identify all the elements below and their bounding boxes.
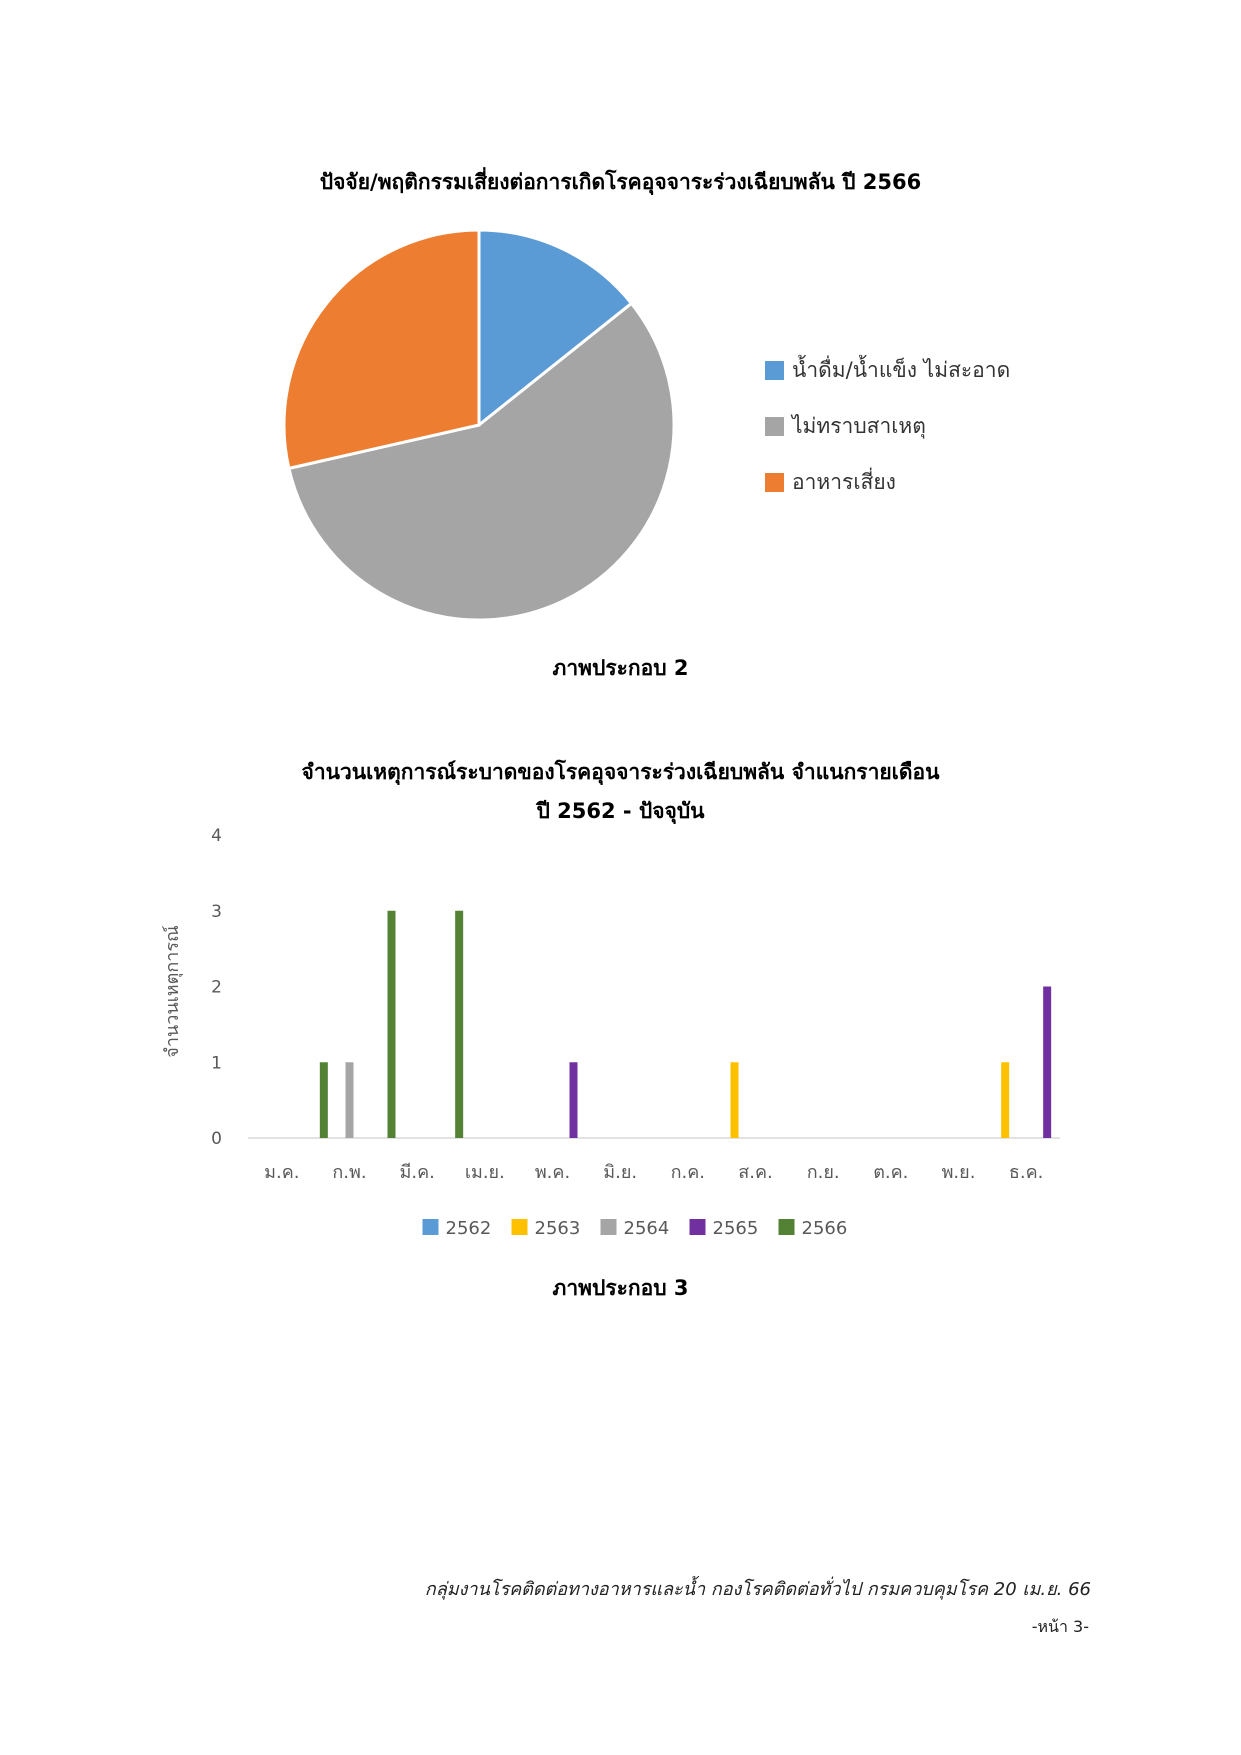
bar-2564	[346, 1062, 354, 1138]
x-tick-label: ต.ค.	[873, 1162, 909, 1183]
x-tick-label: ส.ค.	[738, 1162, 773, 1183]
pie-chart-title: ปัจจัย/พฤติกรรมเสี่ยงต่อการเกิดโรคอุจจาระร่วงเฉียบพลัน ปี 2566	[319, 170, 922, 194]
bar-legend-swatch	[512, 1219, 528, 1235]
page-number: -หน้า 3-	[1031, 1617, 1089, 1636]
bar-2565	[570, 1062, 578, 1138]
x-tick-label: ก.พ.	[332, 1162, 367, 1183]
x-tick-label: มี.ค.	[399, 1162, 435, 1183]
bar-chart-title-line1: จำนวนเหตุการณ์ระบาดของโรคอุจจาระร่วงเฉียบพลัน จำแนกรายเดือน	[301, 760, 940, 784]
x-tick-label: ก.ย.	[806, 1162, 840, 1183]
pie-chart	[0, 210, 1241, 670]
pie-legend-label: อาหารเสี่ยง	[792, 470, 896, 494]
bar-2563	[731, 1062, 739, 1138]
bar-chart	[0, 820, 1241, 1240]
x-tick-label: มิ.ย.	[603, 1162, 638, 1183]
pie-legend-swatch	[765, 473, 784, 492]
pie-legend-swatch	[765, 361, 784, 380]
x-tick-label: ก.ค.	[670, 1162, 706, 1183]
bar-legend-label: 2562	[445, 1218, 492, 1239]
pie-legend-swatch	[765, 417, 784, 436]
x-tick-label: พ.ค.	[534, 1162, 571, 1183]
pie-legend-label: น้ำดื่ม/น้ำแข็ง ไม่สะอาด	[792, 358, 1011, 382]
y-tick-label: 0	[211, 1129, 222, 1149]
y-tick-label: 2	[211, 977, 222, 998]
bar-2566	[320, 1062, 328, 1138]
bar-2565	[1043, 987, 1051, 1139]
bar-chart-caption: ภาพประกอบ 3	[552, 1276, 689, 1300]
x-tick-label: พ.ย.	[941, 1162, 976, 1183]
pie-legend-label: ไม่ทราบสาเหตุ	[792, 414, 926, 438]
x-tick-label: ธ.ค.	[1008, 1162, 1044, 1183]
bar-2566	[388, 911, 396, 1138]
bar-legend-swatch	[779, 1219, 795, 1235]
x-tick-label: ม.ค.	[264, 1162, 300, 1183]
bar-legend-label: 2563	[534, 1218, 581, 1239]
pie-chart-caption: ภาพประกอบ 2	[552, 656, 689, 680]
bar-legend-swatch	[601, 1219, 617, 1235]
bar-legend-label: 2566	[801, 1218, 848, 1239]
x-tick-label: เม.ย.	[464, 1162, 505, 1183]
footer-text: กลุ่มงานโรคติดต่อทางอาหารและน้ำ กองโรคติดต่อทั่วไป กรมควบคุมโรค 20 เม.ย. 66	[424, 1579, 1091, 1600]
y-tick-label: 3	[211, 901, 222, 922]
bar-2563	[1001, 1062, 1009, 1138]
bar-legend-swatch	[690, 1219, 706, 1235]
y-tick-label: 4	[211, 826, 222, 846]
y-tick-label: 1	[211, 1053, 222, 1074]
y-axis-label: จำนวนเหตุการณ์	[162, 925, 183, 1058]
bar-legend-swatch	[423, 1219, 439, 1235]
bar-legend-label: 2565	[712, 1218, 759, 1239]
pie-slice	[284, 230, 479, 468]
bar-chart-title-line2: ปี 2562 - ปัจจุบัน	[536, 799, 705, 823]
bar-legend-label: 2564	[623, 1218, 670, 1239]
bar-2566	[455, 911, 463, 1138]
